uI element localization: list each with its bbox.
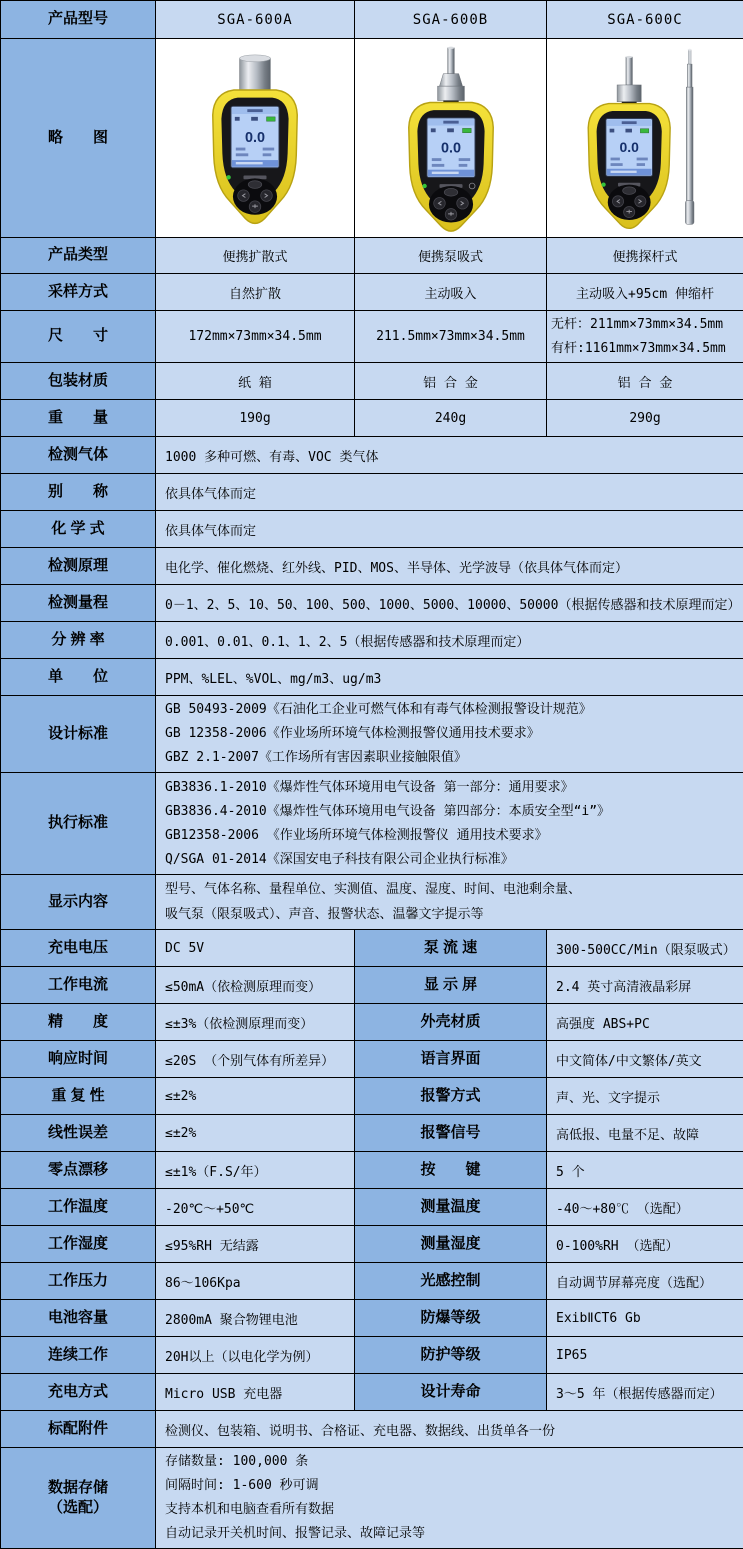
spec-value: ≤±1%（F.S/年）	[156, 1152, 355, 1189]
table-row-design-standards	[1, 696, 743, 773]
spec-value	[156, 773, 743, 875]
spec-value: 86～106Kpa	[156, 1263, 355, 1300]
table-row	[1, 930, 743, 967]
device-screen	[427, 118, 475, 178]
button-cluster	[607, 185, 650, 220]
spec-value-c: 便携探杆式	[547, 238, 743, 274]
spec-value: 依具体气体而定	[156, 474, 743, 511]
spec-value	[156, 875, 743, 930]
spec-value-a: 纸 箱	[156, 363, 355, 400]
standard-line: GB 50493-2009《石油化工企业可燃气体和有毒气体检测报警设计规范》	[165, 698, 734, 722]
table-row	[1, 1226, 743, 1263]
row-label-line: 数据存储	[2, 1478, 154, 1498]
row-label: 光感控制	[355, 1263, 547, 1300]
spec-value-a: 自然扩散	[156, 274, 355, 311]
spec-value-a: 便携扩散式	[156, 238, 355, 274]
table-row	[1, 622, 743, 659]
spec-value: ≤±3%（依检测原理而变）	[156, 1004, 355, 1041]
model-name-a: SGA-600A	[156, 1, 355, 39]
table-row-exec-standards	[1, 773, 743, 875]
spec-value: 声、光、文字提示	[547, 1078, 743, 1115]
row-label: 采样方式	[1, 274, 156, 311]
row-label: 化 学 式	[1, 511, 156, 548]
row-label: 单 位	[1, 659, 156, 696]
model-name-b: SGA-600B	[355, 1, 547, 39]
device-illustration-sga-600a	[159, 42, 351, 234]
row-label: 工作湿度	[1, 1226, 156, 1263]
row-label: 重 复 性	[1, 1078, 156, 1115]
spec-value: 自动调节屏幕亮度（选配）	[547, 1263, 743, 1300]
spec-value-a: 190g	[156, 400, 355, 437]
row-label: 电池容量	[1, 1300, 156, 1337]
row-label: 重 量	[1, 400, 156, 437]
spec-value-b: 211.5mm×73mm×34.5mm	[355, 311, 547, 363]
model-name-c: SGA-600C	[547, 1, 743, 39]
product-photo-cell-a	[156, 39, 355, 238]
row-label: 产品类型	[1, 238, 156, 274]
row-label: 线性误差	[1, 1115, 156, 1152]
row-label-line: （选配）	[2, 1498, 154, 1518]
device-illustration-sga-600c	[548, 42, 743, 234]
table-row	[1, 437, 743, 474]
row-label: 执行标准	[1, 773, 156, 875]
device-screen	[605, 118, 652, 176]
row-label: 显 示 屏	[355, 967, 547, 1004]
row-label: 防护等级	[355, 1337, 547, 1374]
led-indicator	[226, 175, 230, 179]
pump-probe	[438, 47, 465, 105]
spec-value-b: 240g	[355, 400, 547, 437]
row-label: 报警方式	[355, 1078, 547, 1115]
table-row	[1, 238, 743, 274]
spec-value: ≤50mA（依检测原理而变）	[156, 967, 355, 1004]
spec-value: 高低报、电量不足、故障	[547, 1115, 743, 1152]
spec-value: 0-100%RH （选配）	[547, 1226, 743, 1263]
screen-reading: 0.0	[441, 140, 461, 156]
standard-line: GBZ 2.1-2007《工作场所有害因素职业接触限值》	[165, 746, 734, 770]
row-label: 按 键	[355, 1152, 547, 1189]
table-row-data-storage	[1, 1448, 743, 1549]
device-illustration-sga-600b	[355, 42, 547, 234]
table-row-display-content	[1, 875, 743, 930]
pump-probe	[617, 56, 641, 106]
standard-line: GB 12358-2006《作业场所环境气体检测报警仪通用技术要求》	[165, 722, 734, 746]
table-row	[1, 1374, 743, 1411]
spec-value: -40～+80℃ （选配）	[547, 1189, 743, 1226]
spec-value: 2.4 英寸高清液晶彩屏	[547, 967, 743, 1004]
row-label: 测量湿度	[355, 1226, 547, 1263]
dimension-line: 有杆:1161mm×73mm×34.5mm	[551, 337, 739, 361]
spec-value-c: 铝 合 金	[547, 363, 743, 400]
table-row	[1, 363, 743, 400]
row-label-model: 产品型号	[1, 1, 156, 39]
table-row	[1, 585, 743, 622]
table-row	[1, 400, 743, 437]
row-label: 设计标准	[1, 696, 156, 773]
table-row	[1, 1300, 743, 1337]
dimension-line: 无杆：211mm×73mm×34.5mm	[551, 313, 739, 337]
table-row	[1, 1337, 743, 1374]
spec-value-c: 290g	[547, 400, 743, 437]
row-label-sketch: 略 图	[1, 39, 156, 238]
spec-value: ExibⅡCT6 Gb	[547, 1300, 743, 1337]
row-label: 响应时间	[1, 1041, 156, 1078]
telescopic-probe	[685, 49, 694, 225]
spec-value: DC 5V	[156, 930, 355, 967]
row-label: 尺 寸	[1, 311, 156, 363]
spec-value-b: 主动吸入	[355, 274, 547, 311]
display-line: 型号、气体名称、量程单位、实测值、温度、湿度、时间、电池剩余量、	[165, 877, 734, 902]
spec-value: IP65	[547, 1337, 743, 1374]
row-label: 分 辨 率	[1, 622, 156, 659]
storage-line: 间隔时间: 1-600 秒可调	[165, 1474, 734, 1498]
spec-value: 2800mA 聚合物锂电池	[156, 1300, 355, 1337]
product-photo-cell-c	[547, 39, 743, 238]
table-row	[1, 511, 743, 548]
led-indicator	[601, 182, 605, 186]
row-label: 显示内容	[1, 875, 156, 930]
spec-value: 高强度 ABS+PC	[547, 1004, 743, 1041]
spec-value-c: 主动吸入+95cm 伸缩杆	[547, 274, 743, 311]
spec-value: ≤±2%	[156, 1115, 355, 1152]
spec-value-c	[547, 311, 743, 363]
spec-value: PPM、%LEL、%VOL、mg/m3、ug/m3	[156, 659, 743, 696]
spec-value: 300-500CC/Min（限泵吸式）	[547, 930, 743, 967]
row-label: 检测气体	[1, 437, 156, 474]
spec-value-b: 便携泵吸式	[355, 238, 547, 274]
spec-value-b: 铝 合 金	[355, 363, 547, 400]
button-cluster	[233, 178, 277, 214]
spec-value	[156, 1448, 743, 1549]
spec-value: 中文简体/中文繁体/英文	[547, 1041, 743, 1078]
spec-value	[156, 696, 743, 773]
table-row	[1, 548, 743, 585]
spec-value-a: 172mm×73mm×34.5mm	[156, 311, 355, 363]
row-label: 连续工作	[1, 1337, 156, 1374]
table-row-accessories	[1, 1411, 743, 1448]
standard-line: GB12358-2006 《作业场所环境气体检测报警仪 通用技术要求》	[165, 824, 734, 848]
storage-line: 支持本机和电脑查看所有数据	[165, 1498, 734, 1522]
table-row	[1, 1152, 743, 1189]
row-label: 外壳材质	[355, 1004, 547, 1041]
screen-reading: 0.0	[245, 130, 265, 146]
standard-line: GB3836.1-2010《爆炸性气体环境用电气设备 第一部分：通用要求》	[165, 776, 734, 800]
spec-value: ≤±2%	[156, 1078, 355, 1115]
row-label: 充电电压	[1, 930, 156, 967]
row-label: 检测原理	[1, 548, 156, 585]
spec-value: ≤95%RH 无结露	[156, 1226, 355, 1263]
storage-line: 存储数量: 100,000 条	[165, 1450, 734, 1474]
row-label: 别 称	[1, 474, 156, 511]
table-row	[1, 659, 743, 696]
row-label: 防爆等级	[355, 1300, 547, 1337]
table-row	[1, 967, 743, 1004]
product-photo-cell-b	[355, 39, 547, 238]
standard-line: GB3836.4-2010《爆炸性气体环境用电气设备 第四部分：本质安全型“i”》	[165, 800, 734, 824]
spec-value: 0－1、2、5、10、50、100、500、1000、5000、10000、50000（根据传感器和技术原理而定）	[156, 585, 743, 622]
table-row	[1, 1263, 743, 1300]
row-label: 工作电流	[1, 967, 156, 1004]
spec-value: 依具体气体而定	[156, 511, 743, 548]
row-label: 标配附件	[1, 1411, 156, 1448]
row-label: 工作压力	[1, 1263, 156, 1300]
row-label: 语言界面	[355, 1041, 547, 1078]
spec-value: -20℃～+50℃	[156, 1189, 355, 1226]
device-screen	[231, 106, 279, 167]
row-label: 工作温度	[1, 1189, 156, 1226]
row-label: 设计寿命	[355, 1374, 547, 1411]
row-label: 测量温度	[355, 1189, 547, 1226]
table-row-sketch	[1, 39, 743, 238]
table-row	[1, 311, 743, 363]
table-row-model	[1, 1, 743, 39]
spec-value: 0.001、0.01、0.1、1、2、5（根据传感器和技术原理而定）	[156, 622, 743, 659]
row-label: 充电方式	[1, 1374, 156, 1411]
button-cluster	[429, 186, 473, 222]
spec-value: 检测仪、包装箱、说明书、合格证、充电器、数据线、出货单各一份	[156, 1411, 743, 1448]
row-label: 零点漂移	[1, 1152, 156, 1189]
spec-value: 1000 多种可燃、有毒、VOC 类气体	[156, 437, 743, 474]
row-label: 精 度	[1, 1004, 156, 1041]
display-line: 吸气泵（限泵吸式）、声音、报警状态、温馨文字提示等	[165, 902, 734, 927]
table-row	[1, 474, 743, 511]
table-row	[1, 1115, 743, 1152]
spec-value: 电化学、催化燃烧、红外线、PID、MOS、半导体、光学波导（依具体气体而定）	[156, 548, 743, 585]
row-label: 泵 流 速	[355, 930, 547, 967]
spec-value: 5 个	[547, 1152, 743, 1189]
spec-value: 20H以上（以电化学为例）	[156, 1337, 355, 1374]
table-row	[1, 1189, 743, 1226]
spec-value: ≤20S （个别气体有所差异）	[156, 1041, 355, 1078]
table-row	[1, 1041, 743, 1078]
standard-line: Q/SGA 01-2014《深国安电子科技有限公司企业执行标准》	[165, 848, 734, 872]
table-row	[1, 1078, 743, 1115]
spec-value: Micro USB 充电器	[156, 1374, 355, 1411]
spec-value: 3～5 年（根据传感器而定）	[547, 1374, 743, 1411]
row-label-data-storage	[1, 1448, 156, 1549]
row-label: 包装材质	[1, 363, 156, 400]
row-label: 报警信号	[355, 1115, 547, 1152]
screen-reading: 0.0	[619, 139, 639, 155]
table-row	[1, 274, 743, 311]
led-indicator	[422, 184, 426, 188]
storage-line: 自动记录开关机时间、报警记录、故障记录等	[165, 1522, 734, 1546]
row-label: 检测量程	[1, 585, 156, 622]
table-row	[1, 1004, 743, 1041]
